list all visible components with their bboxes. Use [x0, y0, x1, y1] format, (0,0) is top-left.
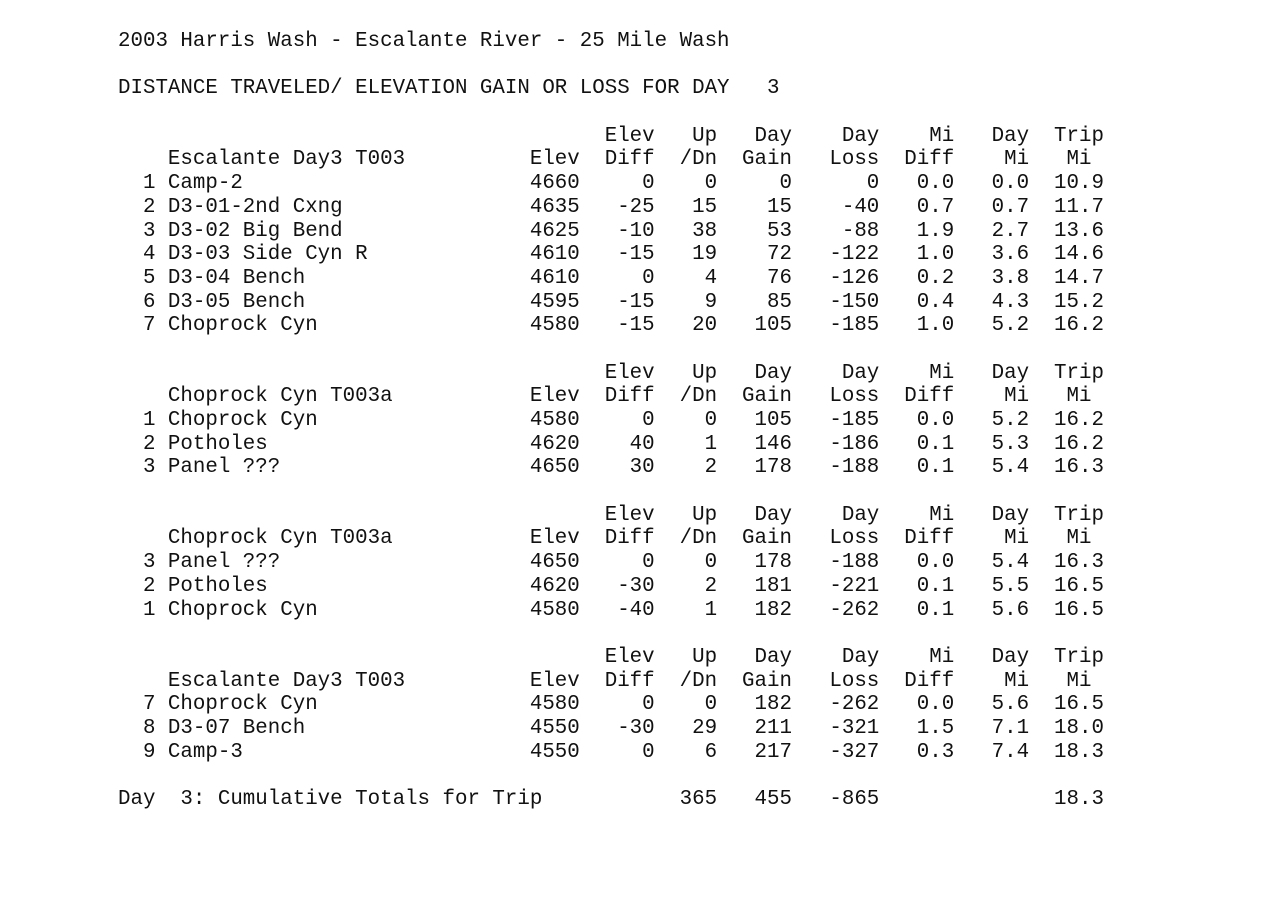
section-header: Escalante Day3 T003 Elev Diff /Dn Gain Loss Diff Mi Mi [118, 669, 1104, 693]
table-row: 1 Choprock Cyn 4580 0 0 105 -185 0.0 5.2 16.2 [118, 409, 1104, 432]
table-row: 8 D3-07 Bench 4550 -30 29 211 -321 1.5 7.1 18.0 [118, 716, 1104, 740]
table-row: 3 D3-02 Big Bend 4625 -10 38 53 -88 1.9 2.7 13.6 [118, 219, 1104, 243]
section-header: Choprock Cyn T003a Elev Diff /Dn Gain Loss Diff Mi Mi [118, 385, 1104, 409]
table-row: 9 Camp-3 4550 0 6 217 -327 0.3 7.4 18.3 [118, 740, 1104, 764]
table-row: 2 D3-01-2nd Cxng 4635 -25 15 15 -40 0.7 0.7 11.7 [118, 195, 1104, 219]
elevation-report [118, 30, 1104, 812]
cumulative-totals: Day 3: Cumulative Totals for Trip 365 455 -865 18.3 [118, 788, 1104, 811]
table-row: 4 D3-03 Side Cyn R 4610 -15 19 72 -122 1.0 3.6 14.6 [118, 243, 1104, 267]
table-row: 6 D3-05 Bench 4595 -15 9 85 -150 0.4 4.3 15.2 [118, 290, 1104, 314]
table-row: 3 Panel ??? 4650 0 0 178 -188 0.0 5.4 16.3 [118, 551, 1104, 575]
table-row: 1 Choprock Cyn 4580 -40 1 182 -262 0.1 5.6 16.5 [118, 598, 1104, 622]
table-row: 2 Potholes 4620 -30 2 181 -221 0.1 5.5 16.5 [118, 574, 1104, 598]
section-header: Choprock Cyn T003a Elev Diff /Dn Gain Loss Diff Mi Mi [118, 527, 1104, 551]
table-row: 5 D3-04 Bench 4610 0 4 76 -126 0.2 3.8 14.7 [118, 266, 1104, 290]
blank-line [118, 54, 1104, 78]
blank-line [118, 338, 1104, 362]
section-header: Escalante Day3 T003 Elev Diff /Dn Gain Loss Diff Mi Mi [118, 148, 1104, 172]
blank-line [118, 480, 1104, 504]
table-row: 3 Panel ??? 4650 30 2 178 -188 0.1 5.4 16.3 [118, 456, 1104, 480]
blank-line [118, 101, 1104, 125]
column-header-top: Elev Up Day Day Mi Day Trip [118, 124, 1104, 148]
blank-line [118, 622, 1104, 646]
column-header-top: Elev Up Day Day Mi Day Trip [118, 503, 1104, 527]
table-row: 7 Choprock Cyn 4580 0 0 182 -262 0.0 5.6 16.5 [118, 693, 1104, 717]
table-row: 7 Choprock Cyn 4580 -15 20 105 -185 1.0 5.2 16.2 [118, 314, 1104, 338]
column-header-top: Elev Up Day Day Mi Day Trip [118, 361, 1104, 385]
column-header-top: Elev Up Day Day Mi Day Trip [118, 645, 1104, 669]
blank-line [118, 764, 1104, 788]
table-row: 1 Camp-2 4660 0 0 0 0 0.0 0.0 10.9 [118, 172, 1104, 196]
table-row: 2 Potholes 4620 40 1 146 -186 0.1 5.3 16.2 [118, 432, 1104, 456]
report-title: 2003 Harris Wash - Escalante River - 25 Mile Wash [118, 30, 730, 53]
report-subtitle: DISTANCE TRAVELED/ ELEVATION GAIN OR LOSS FOR DAY 3 [118, 77, 780, 101]
